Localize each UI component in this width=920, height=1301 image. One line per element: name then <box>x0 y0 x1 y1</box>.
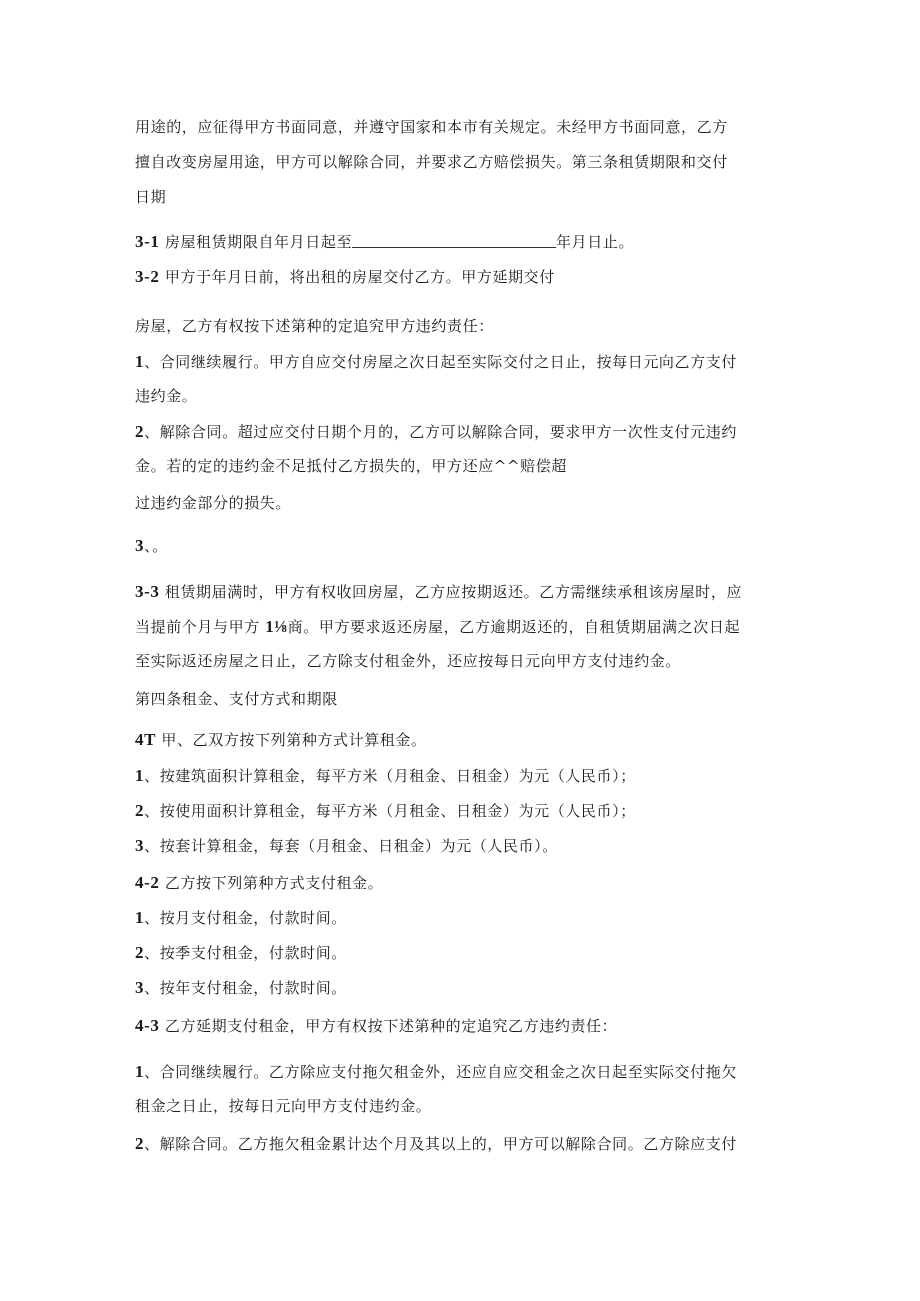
item-number: 1 <box>135 1062 145 1081</box>
clause-3-2 <box>135 259 795 294</box>
list-item <box>135 970 795 1005</box>
text-line <box>135 344 795 379</box>
item-text: 、按建筑面积计算租金，每平方米（月租金、日租金）为元（人民币）； <box>144 767 636 785</box>
item-number: 3 <box>135 536 145 555</box>
text-line <box>135 528 795 563</box>
clause-3-1 <box>135 224 795 259</box>
clause-3-3 <box>135 574 795 679</box>
section-four-title <box>135 682 795 717</box>
item-3 <box>135 528 795 563</box>
text-line: 房屋，乙方有权按下述第种的定追究甲方违约责任： <box>135 317 494 335</box>
clause-text: 年月日止。 <box>556 233 635 251</box>
text-line <box>135 1126 795 1161</box>
rent-calculation-list <box>135 758 795 863</box>
item-number: 1 <box>135 352 145 371</box>
text-line: 第四条租金、支付方式和期限 <box>135 690 338 708</box>
clause-4-3 <box>135 1008 795 1043</box>
list-item <box>135 793 795 828</box>
paragraph-intro <box>135 110 795 215</box>
text-line: 擅自改变房屋用途，甲方可以解除合同，并要求乙方赔偿损失。第三条租赁期限和交付 <box>135 153 728 171</box>
item-text: 、按套计算租金，每套（月租金、日租金）为元（人民币）。 <box>144 837 558 855</box>
item-number: 1 <box>135 766 145 785</box>
clause-number: 4T <box>135 730 157 749</box>
text-line <box>135 224 795 259</box>
list-item <box>135 900 795 935</box>
text-line <box>135 1054 795 1089</box>
item-text: 、合同继续履行。甲方自应交付房屋之次日起至实际交付之日止，按每日元向乙方支付 <box>144 353 737 371</box>
clause-text: 商。甲方要求返还房屋，乙方逾期返还的，自租赁期届满之次日起 <box>287 618 741 636</box>
text-line <box>135 414 795 449</box>
item-continue-contract <box>135 344 795 414</box>
text-line <box>135 865 795 900</box>
clause-number: 3-2 <box>135 267 160 286</box>
item-number: 2 <box>135 422 145 441</box>
item-number: 2 <box>135 801 145 820</box>
clause-text: 乙方延期支付租金，甲方有权按下述第种的定追究乙方违约责任： <box>164 1017 618 1035</box>
ocr-glyph: 1⅛ <box>265 617 288 636</box>
text-line: 至实际返还房屋之日止，乙方除支付租金外，还应按每日元向甲方支付违约金。 <box>135 652 682 670</box>
item-number: 3 <box>135 978 145 997</box>
clause-4-2 <box>135 865 795 900</box>
clause-number: 4-2 <box>135 873 160 892</box>
text-line: 违约金。 <box>135 387 198 405</box>
item-terminate-contract <box>135 414 795 484</box>
list-item <box>135 828 795 863</box>
clause-text: 甲、乙双方按下列第种方式计算租金。 <box>161 731 427 749</box>
clause-text: 房屋租赁期限自年月日起至 <box>164 233 353 251</box>
text-line: 租金之日止，按每日元向甲方支付违约金。 <box>135 1097 432 1115</box>
clause-text: 租赁期届满时，甲方有权收回房屋，乙方应按期返还。乙方需继续承租该房屋时，应 <box>164 583 743 601</box>
item-number: 2 <box>135 1134 145 1153</box>
text-line: 金。若的定的违约金不足抵付乙方损失的，甲方还应^^赔偿超 <box>135 457 567 475</box>
item-text: 、按年支付租金，付款时间。 <box>144 979 347 997</box>
item-continue-late-rent <box>135 1054 795 1124</box>
item-number: 3 <box>135 836 145 855</box>
text-line <box>135 722 795 757</box>
clause-number: 3-3 <box>135 582 160 601</box>
item-text: 、合同继续履行。乙方除应支付拖欠租金外，还应自应交租金之次日起至实际交付拖欠 <box>144 1063 737 1081</box>
text-line <box>135 609 795 644</box>
item-number: 1 <box>135 908 145 927</box>
text-line: 用途的，应征得甲方书面同意，并遵守国家和本市有关规定。未经甲方书面同意，乙方 <box>135 118 728 136</box>
item-terminate-late-rent <box>135 1126 795 1161</box>
item-text: 、。 <box>144 537 168 555</box>
text-line <box>135 1008 795 1043</box>
text-line: 过违约金部分的损失。 <box>135 494 292 512</box>
item-text: 、按月支付租金，付款时间。 <box>144 909 347 927</box>
item-text: 、按使用面积计算租金，每平方米（月租金、日租金）为元（人民币）； <box>144 802 636 820</box>
clause-number: 4-3 <box>135 1016 160 1035</box>
payment-method-list <box>135 900 795 1005</box>
paragraph-delivery-breach <box>135 309 795 344</box>
item-text: 、解除合同。乙方拖欠租金累计达个月及其以上的，甲方可以解除合同。乙方除应支付 <box>144 1135 737 1153</box>
clause-text: 甲方于年月日前，将出租的房屋交付乙方。甲方延期交付 <box>164 268 555 286</box>
item-text: 、解除合同。超过应交付日期个月的，乙方可以解除合同，要求甲方一次性支付元违约 <box>144 423 737 441</box>
item-text: 、按季支付租金，付款时间。 <box>144 944 347 962</box>
clause-text: 乙方按下列第种方式支付租金。 <box>164 874 384 892</box>
paragraph-excess-loss <box>135 486 795 521</box>
item-number: 2 <box>135 943 145 962</box>
text-line <box>135 574 795 609</box>
fill-in-blank <box>352 231 556 248</box>
list-item <box>135 935 795 970</box>
text-line: 日期 <box>135 188 167 206</box>
list-item <box>135 758 795 793</box>
text-line <box>135 259 795 294</box>
clause-4-1 <box>135 722 795 757</box>
clause-text: 当提前个月与甲方 <box>135 618 260 636</box>
clause-number: 3-1 <box>135 232 160 251</box>
